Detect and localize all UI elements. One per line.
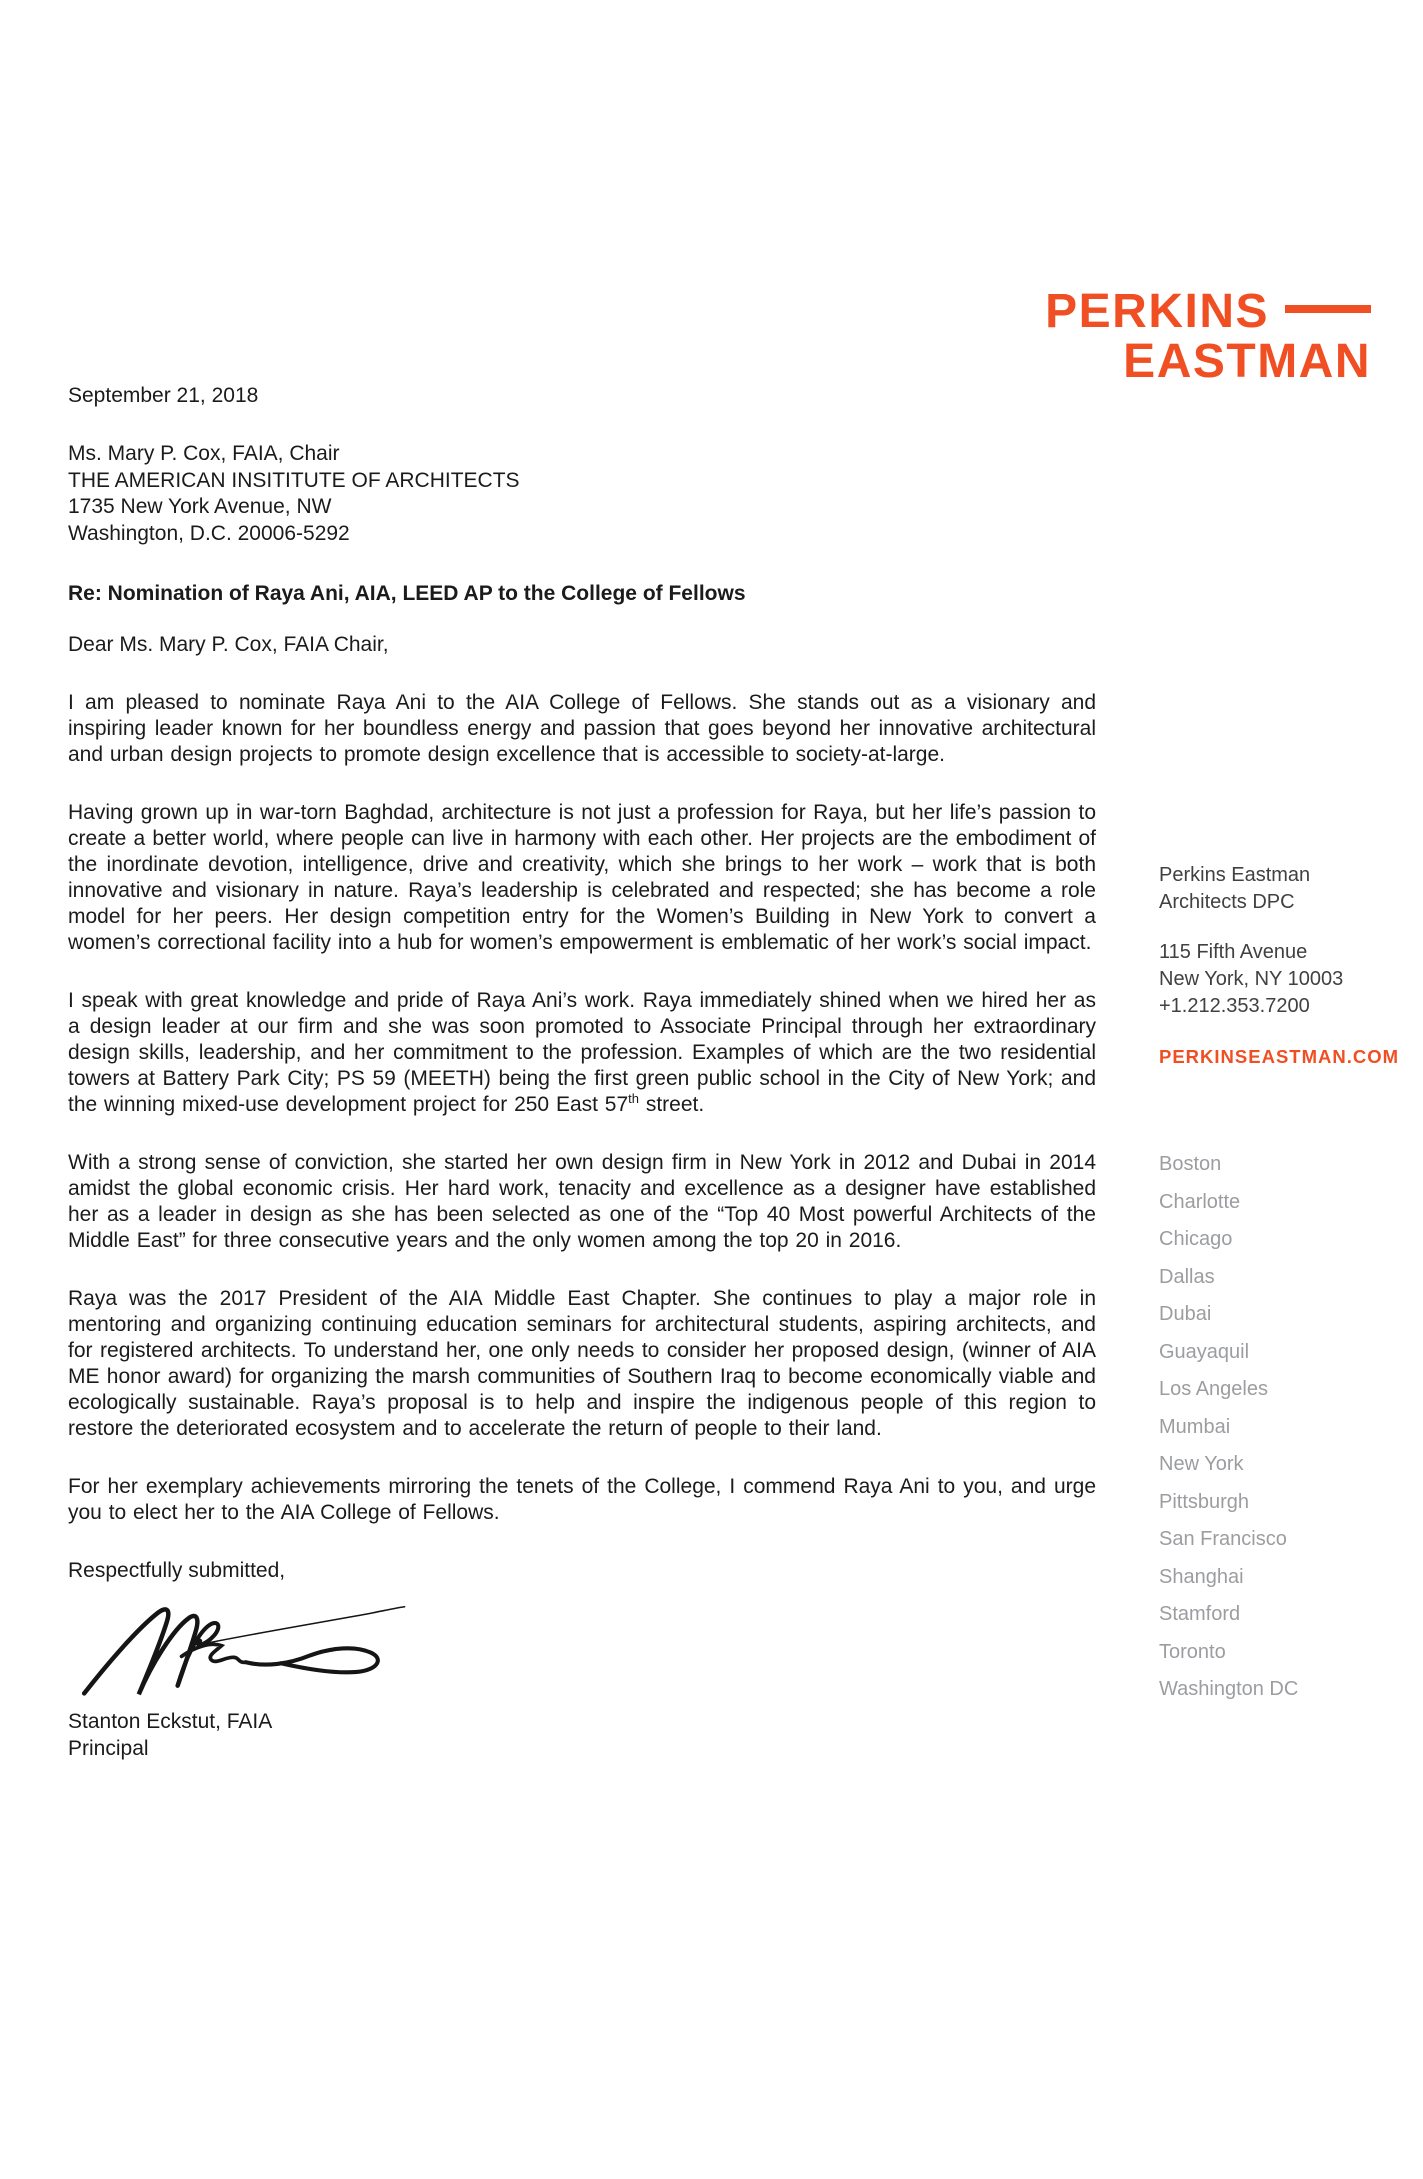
- letter-date: September 21, 2018: [68, 384, 259, 407]
- firm-entity: Architects DPC: [1159, 891, 1295, 913]
- firm-city: New York, NY 10003: [1159, 968, 1344, 990]
- paragraph-5: Raya was the 2017 President of the AIA Middle East Chapter. She continues to play a major role in mentoring and organizing continuing education seminars for architectural students, aspiring architects, and for registered architects. To understand her, one only needs to consider her proposed design, (winner of AIA ME honor award) for organizing the marsh communities of Southern Iraq to become economically viable and ecologically sustainable. Raya’s proposal is to help and inspire the indigenous people of this region to restore the deteriorated ecosystem and to accelerate the return of people to their land.: [68, 1287, 1096, 1440]
- firm-name: Perkins Eastman: [1159, 864, 1311, 886]
- paragraph-3: [68, 988, 1096, 1118]
- recipient-street: 1735 New York Avenue, NW: [68, 495, 332, 518]
- recipient-organization: THE AMERICAN INSITITUTE OF ARCHITECTS: [68, 468, 520, 492]
- recipient-city: Washington, D.C. 20006-5292: [68, 521, 350, 545]
- firm-website: PERKINSEASTMAN.COM: [1159, 1046, 1400, 1067]
- city-item: Dallas: [1159, 1265, 1215, 1288]
- city-item: Los Angeles: [1159, 1378, 1268, 1400]
- signer-title: Principal: [68, 1737, 149, 1760]
- office-city-list: [1159, 1146, 1409, 1709]
- signature-image: [68, 1596, 1096, 1708]
- paragraph-3-text: I speak with great knowledge and pride of Raya Ani’s work. Raya immediately shined when we hired her as a design leader at our firm and she was soon promoted to Associate Principal through her extraordinary design skills, leadership, and her commitment to the profession. Examples of which are the two residential towers at Battery Park City; PS 59 (MEETH) being the first green public school in the City of New York; and the winning mixed-use development project for 250 East 57: [68, 989, 1096, 1116]
- city-item: Stamford: [1159, 1603, 1241, 1625]
- ordinal-superscript: th: [628, 1091, 639, 1106]
- firm-street: 115 Fifth Avenue: [1159, 941, 1308, 963]
- letter-body: [68, 383, 1096, 1762]
- perkins-eastman-logo: [1045, 287, 1371, 387]
- city-item: Pittsburgh: [1159, 1490, 1250, 1513]
- recipient-name: Ms. Mary P. Cox, FAIA, Chair: [68, 442, 340, 465]
- paragraph-4: With a strong sense of conviction, she started her own design firm in New York in 2012 and Dubai in 2014 amidst the global economic crisis. Her hard work, tenacity and excellence as a designer have established her as a leader in design as she has been selected as one of the “Top 40 Most powerful Architects of the Middle East” for three consecutive years and the only women among the top 20 in 2016.: [68, 1151, 1096, 1252]
- city-item: Toronto: [1159, 1640, 1226, 1663]
- logo-wordmark-perkins: PERKINS: [1045, 285, 1269, 338]
- city-item: Washington DC: [1159, 1678, 1299, 1700]
- paragraph-2: Having grown up in war-torn Baghdad, architecture is not just a profession for Raya, but her life’s passion to create a better world, where people can live in harmony with each other. Her projects are the embodiment of the inordinate devotion, intelligence, drive and creativity, which she brings to her work – work that is both innovative and visionary in nature. Raya’s leadership is celebrated and respected; she has become a role model for her peers. Her design competition entry for the Women’s Building in New York to convert a women’s correctional facility into a hub for women’s empowerment is emblematic of her work’s social impact.: [68, 801, 1096, 954]
- city-item: Mumbai: [1159, 1415, 1231, 1438]
- logo-line-1: [1045, 287, 1371, 337]
- salutation: Dear Ms. Mary P. Cox, FAIA Chair,: [68, 633, 389, 656]
- paragraph-6: For her exemplary achievements mirroring the tenets of the College, I commend Raya Ani to you, and urge you to elect her to the AIA College of Fellows.: [68, 1475, 1096, 1524]
- firm-address-block: [1159, 939, 1409, 1020]
- city-item: Guayaquil: [1159, 1340, 1250, 1363]
- city-item: Charlotte: [1159, 1190, 1241, 1213]
- subject-line: Re: Nomination of Raya Ani, AIA, LEED AP to the College of Fellows: [68, 582, 746, 605]
- recipient-address-block: [68, 441, 1096, 547]
- city-item: Chicago: [1159, 1228, 1233, 1250]
- logo-dash-icon: [1285, 305, 1371, 313]
- firm-phone: +1.212.353.7200: [1159, 995, 1310, 1017]
- city-item: Boston: [1159, 1153, 1222, 1175]
- paragraph-3-tail: street.: [639, 1093, 705, 1116]
- closing-line: Respectfully submitted,: [68, 1559, 286, 1582]
- city-item: Dubai: [1159, 1303, 1212, 1325]
- city-item: New York: [1159, 1453, 1244, 1475]
- city-item: Shanghai: [1159, 1565, 1244, 1588]
- sidebar: [1159, 862, 1409, 1709]
- firm-name-block: [1159, 862, 1409, 916]
- city-item: San Francisco: [1159, 1528, 1287, 1550]
- paragraph-1: I am pleased to nominate Raya Ani to the AIA College of Fellows. She stands out as a visionary and inspiring leader known for her boundless energy and passion that goes beyond her innovative architectural and urban design projects to promote design excellence that is accessible to society-at-large.: [68, 691, 1096, 766]
- signer-name: Stanton Eckstut, FAIA: [68, 1710, 273, 1733]
- logo-wordmark-eastman: EASTMAN: [1123, 335, 1371, 388]
